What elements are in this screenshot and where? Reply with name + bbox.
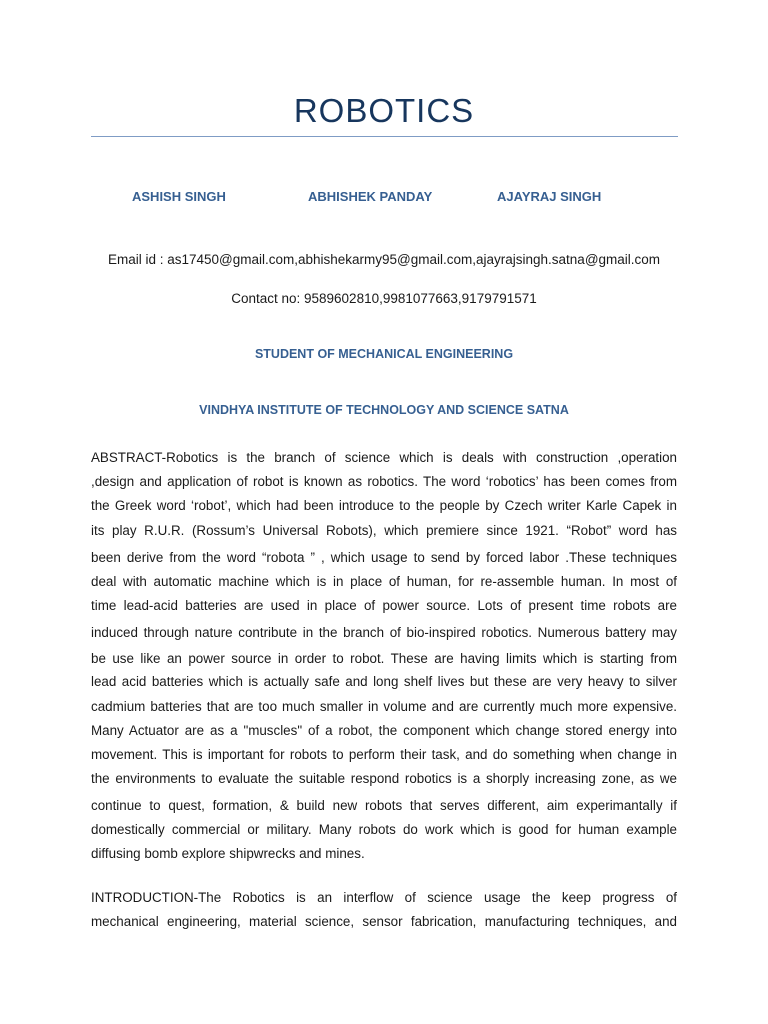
paragraph-line: INTRODUCTION-The Robotics is an interflow of science usage the keep progress of bbox=[91, 890, 677, 905]
paragraph-line: ,design and application of robot is known as robotics. The word ‘robotics’ has been comes from bbox=[91, 474, 677, 489]
paragraph-line: diffusing bomb explore shipwrecks and mines. bbox=[91, 846, 365, 861]
paragraph-line: the environments to evaluate the suitable respond robotics is a shorply increasing zone, as we bbox=[91, 771, 677, 786]
author-name: ASHISH SINGH bbox=[132, 189, 226, 204]
title-underline bbox=[91, 136, 678, 137]
document-title: ROBOTICS bbox=[293, 92, 475, 129]
author-name: AJAYRAJ SINGH bbox=[497, 189, 602, 204]
paragraph-line: be use like an power source in order to robot. These are having limits which is starting from bbox=[91, 651, 677, 666]
department-heading: STUDENT OF MECHANICAL ENGINEERING bbox=[254, 347, 514, 361]
paragraph-line: lead acid batteries which is actually safe and long shelf lives but these are very heavy to silver bbox=[91, 674, 677, 689]
paragraph-line: cadmium batteries that are too much smaller in volume and are currently much more expensive. bbox=[91, 699, 677, 714]
paragraph-line: deal with automatic machine which is in place of human, for re-assemble human. In most of bbox=[91, 574, 677, 589]
contact-line: Contact no: 9589602810,9981077663,9179791571 bbox=[231, 291, 537, 306]
paragraph-line: been derive from the word “robota ” , which usage to send by forced labor .These techniques bbox=[91, 550, 677, 565]
paragraph-line: time lead-acid batteries are used in place of power source. Lots of present time robots are bbox=[91, 598, 677, 613]
paragraph-line: movement. This is important for robots to perform their task, and do something when change in bbox=[91, 747, 677, 762]
paragraph-line: the Greek word ‘robot’, which had been introduce to the people by Czech writer Karle Capek in bbox=[91, 498, 677, 513]
institute-heading: VINDHYA INSTITUTE OF TECHNOLOGY AND SCIENCE SATNA bbox=[199, 403, 569, 417]
paragraph-line: ABSTRACT-Robotics is the branch of science which is deals with construction ,operation bbox=[91, 450, 677, 465]
paragraph-line: domestically commercial or military. Many robots do work which is good for human example bbox=[91, 822, 677, 837]
paragraph-line: mechanical engineering, material science, sensor fabrication, manufacturing techniques, and bbox=[91, 914, 677, 929]
paragraph-line: its play R.U.R. (Rossum’s Universal Robots), which premiere since 1921. “Robot” word has bbox=[91, 523, 677, 538]
paragraph-line: Many Actuator are as a "muscles" of a robot, the component which change stored energy into bbox=[91, 723, 677, 738]
author-name: ABHISHEK PANDAY bbox=[308, 189, 433, 204]
email-line: Email id : as17450@gmail.com,abhishekarmy95@gmail.com,ajayrajsingh.satna@gmail.com bbox=[107, 252, 661, 267]
paragraph-line: continue to quest, formation, & build new robots that serves different, aim experimantally if bbox=[91, 798, 677, 813]
paragraph-line: induced through nature contribute in the branch of bio-inspired robotics. Numerous battery may bbox=[91, 625, 677, 640]
